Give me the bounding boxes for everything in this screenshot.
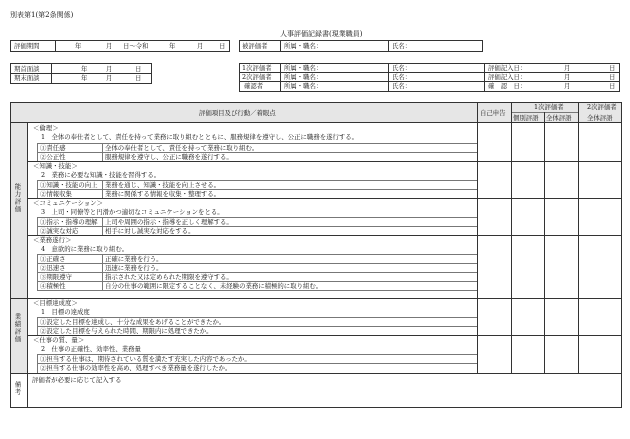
period-year-2: 年	[169, 42, 176, 50]
second-evaluator-header: 2次評価者	[587, 103, 617, 111]
evaluator-1-date-label: 評価記入日：	[488, 64, 527, 72]
evaluatee-dept: 所属・職名：	[284, 42, 323, 50]
evaluator-1-label: 1次評価者	[242, 64, 272, 72]
quality-item-1: ①担当する仕事は、期待されている質を満たす充実した内容であったか。	[40, 355, 251, 363]
period-month-2: 月	[197, 42, 204, 50]
quality-item-2: ②担当する仕事の効率性を高め、処理すべき業務量を遂行したか。	[40, 364, 232, 372]
ethics-item-2: ②公正性	[40, 153, 66, 161]
task-item-1: ①正確さ	[40, 255, 66, 263]
confirmer-day: 日	[609, 82, 616, 90]
first-total-header: 全体評語	[546, 114, 572, 122]
evaluation-table	[10, 102, 622, 408]
interview-start-year: 年	[81, 65, 88, 73]
evaluator-1-day: 日	[609, 64, 616, 72]
confirmer-label: 確認者	[244, 82, 264, 90]
communication-description: 3 上司・同僚等と円滑かつ適切なコミュニケーションをとる。	[41, 208, 224, 216]
interview-start-day: 日	[135, 65, 142, 73]
communication-heading: ＜コミュニケーション＞	[33, 199, 103, 207]
task-text-2: 迅速に業務を行う。	[105, 264, 163, 272]
period-label: 評価期間	[14, 42, 40, 50]
confirmer-date-label: 確 認 日：	[488, 82, 527, 90]
confirmer-name: 氏名：	[392, 82, 412, 90]
period-day-1: 日～令和	[123, 42, 149, 50]
second-total-header: 全体評語	[587, 114, 613, 122]
period-day-2: 日	[219, 42, 226, 50]
document-title: 人事評価記録書(現業職員)	[280, 30, 363, 38]
evaluatee-label: 被評価者	[242, 42, 268, 50]
communication-item-1: ①指示・指導の理解	[40, 218, 98, 226]
evaluator-1-dept: 所属・職名：	[284, 64, 323, 72]
knowledge-text-1: 業務を通じ、知識・技能を向上させる。	[105, 181, 221, 189]
task-execution-description: 4 意欲的に業務に取り組む。	[41, 245, 129, 253]
evaluatee-box	[239, 40, 483, 52]
knowledge-item-2: ②情報収集	[40, 190, 72, 198]
remarks-text: 評価者が必要に応じて記入する	[32, 376, 122, 384]
communication-text-1: 上司や周囲の指示・指導を正しく理解する。	[105, 218, 233, 226]
interview-end-day: 日	[135, 74, 142, 82]
items-header: 評価項目及び行動／着眼点	[199, 109, 276, 117]
task-item-4: ④積極性	[40, 282, 66, 290]
evaluator-2-label: 2次評価者	[242, 73, 272, 81]
evaluatee-name: 氏名：	[392, 42, 412, 50]
remarks-label: 備考	[13, 381, 22, 396]
ethics-description: 1 全体の奉仕者として、責任を持って業務に取り組むとともに、服務規律を遵守し、公正に職務を遂行する。	[41, 133, 359, 141]
evaluator-2-month: 月	[564, 73, 571, 81]
goal-achievement-heading: ＜目標達成度＞	[33, 299, 78, 307]
goal-item-1: ①設定した目標を達成し、十分な成果をあげることができたか。	[40, 318, 226, 326]
evaluation-period-box	[10, 40, 230, 52]
period-year-1: 年	[75, 42, 82, 50]
confirmer-dept: 所属・職名：	[284, 82, 323, 90]
task-execution-heading: ＜業務遂行＞	[33, 236, 72, 244]
evaluator-1-name: 氏名：	[392, 64, 412, 72]
interview-start-label: 期首面談	[14, 65, 40, 73]
evaluator-2-date-label: 評価記入日：	[488, 73, 527, 81]
ethics-heading: ＜倫理＞	[33, 124, 59, 132]
knowledge-description: 2 業務に必要な知識・技能を習得する。	[41, 171, 161, 179]
task-text-1: 正確に業務を行う。	[105, 255, 163, 263]
evaluator-2-day: 日	[609, 73, 616, 81]
task-item-3: ③期限遵守	[40, 273, 72, 281]
confirmer-month: 月	[564, 82, 571, 90]
evaluator-2-name: 氏名：	[392, 73, 412, 81]
evaluator-1-month: 月	[564, 64, 571, 72]
work-quality-heading: ＜仕事の質、量＞	[33, 336, 85, 344]
period-month-1: 月	[106, 42, 113, 50]
first-evaluator-header: 1次評価者	[534, 103, 564, 111]
goal-item-2: ②設定した目標を与えられた時間、期限内に処理できたか。	[40, 327, 213, 335]
interview-end-month: 月	[106, 74, 113, 82]
ethics-text-2: 服務規律を遵守し、公正に職務を遂行する。	[105, 153, 233, 161]
task-item-2: ②迅速さ	[40, 264, 66, 272]
communication-text-2: 相手に対し誠実な対応をする。	[105, 227, 195, 235]
evaluators-box	[239, 63, 620, 92]
self-assessment-header: 自己申告	[480, 109, 506, 117]
knowledge-text-2: 業務に関係する情報を収集・整理する。	[105, 190, 221, 198]
ethics-item-1: ①責任感	[40, 144, 66, 152]
evaluator-2-dept: 所属・職名：	[284, 73, 323, 81]
work-quality-description: 2 仕事の正確性、効率性、業務量	[41, 345, 141, 353]
form-id: 別表第1(第2条関係)	[10, 11, 74, 19]
communication-item-2: ②誠実な対応	[40, 227, 79, 235]
interview-end-label: 期末面談	[14, 74, 40, 82]
knowledge-item-1: ①知識・技能の向上	[40, 181, 98, 189]
first-individual-header: 個別評語	[513, 114, 539, 122]
knowledge-heading: ＜知識・技能＞	[33, 162, 78, 170]
goal-achievement-description: 1 目標の達成度	[41, 308, 90, 316]
task-text-3: 指示された又は定められた期限を遵守する。	[105, 273, 233, 281]
performance-evaluation-label: 業績評価	[13, 313, 22, 343]
task-text-4: 自分の仕事の範囲に限定することなく、未経験の業務に積極的に取り組む。	[105, 282, 323, 290]
ability-evaluation-label: 能力評価	[13, 183, 22, 213]
interview-box	[10, 63, 152, 84]
interview-start-month: 月	[106, 65, 113, 73]
ethics-text-1: 全体の奉仕者として、責任を持って業務に取り組む。	[105, 144, 259, 152]
interview-end-year: 年	[81, 74, 88, 82]
